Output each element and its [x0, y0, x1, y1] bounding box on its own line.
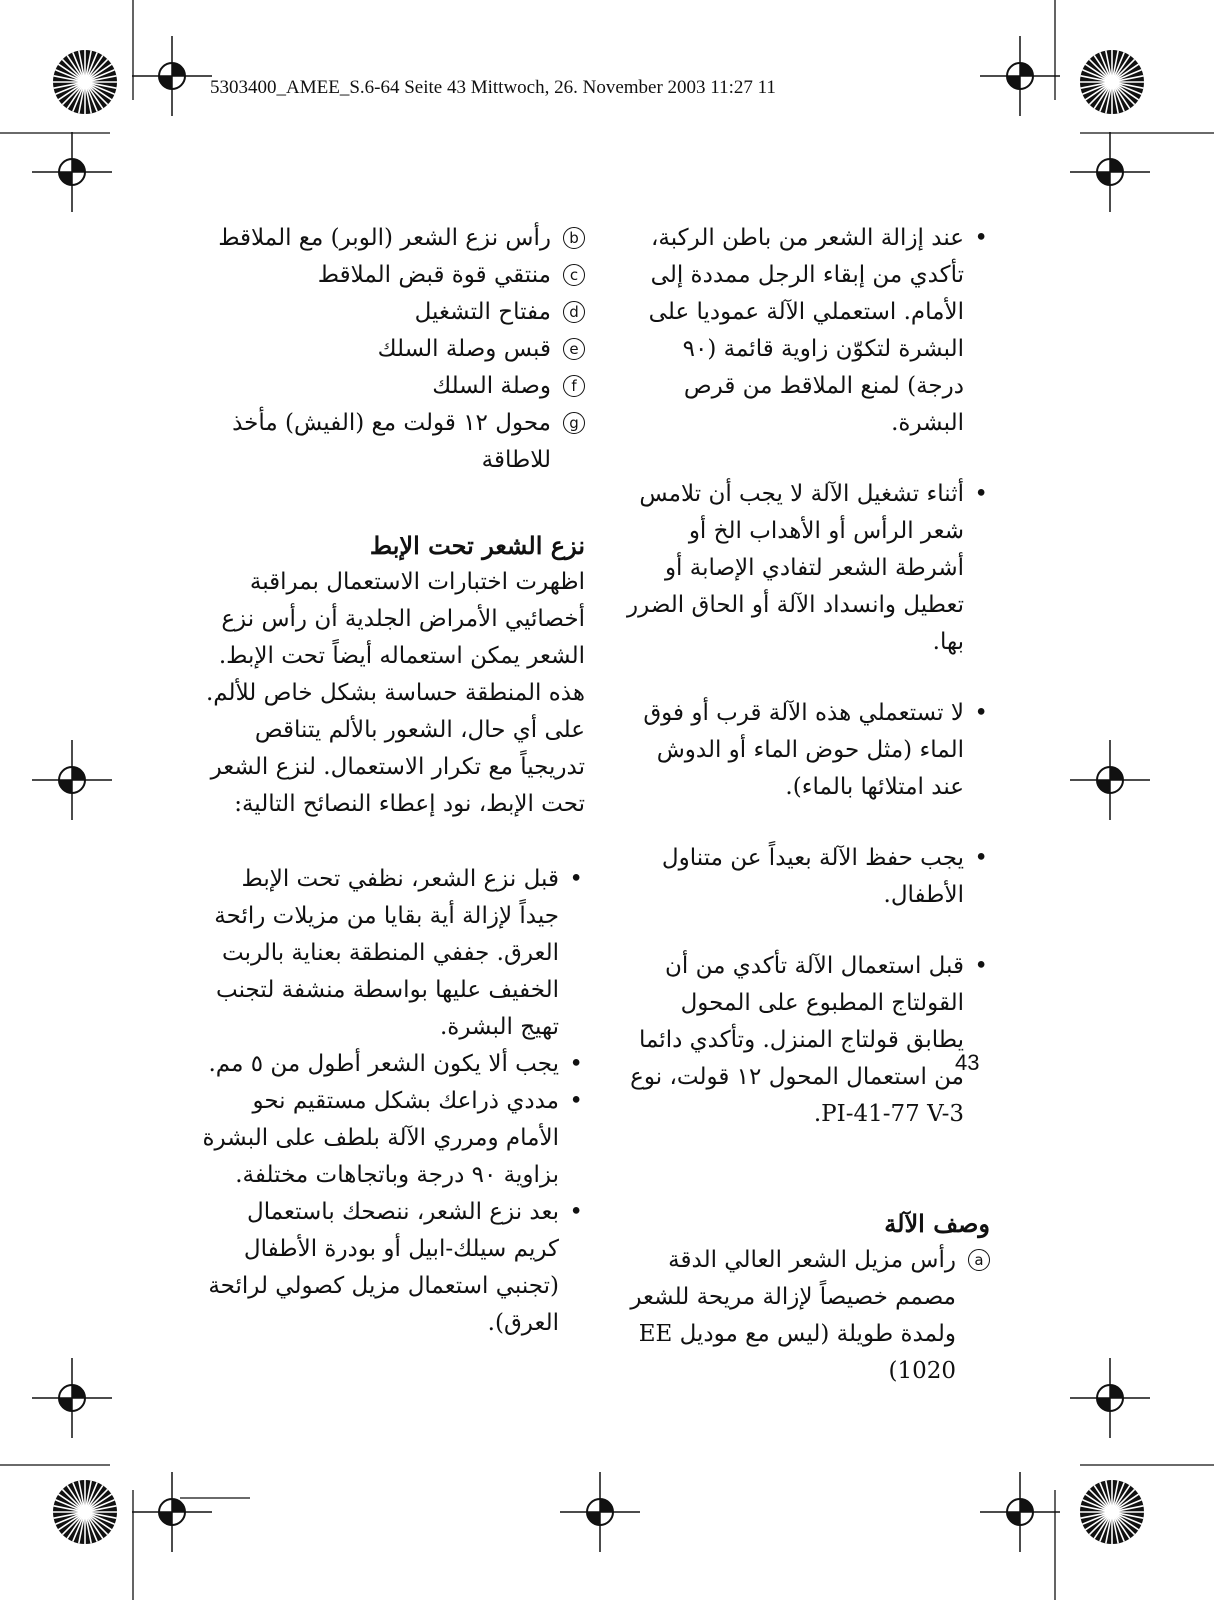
part-item-text: مفتاح التشغيل — [414, 299, 551, 325]
list-item: • عند إزالة الشعر من باطن الركبة، تأكدي من إبقاء الرجل ممددة إلى الأمام. استعملي الآلة عموديا على البشرة لتكوّن زاوية قائمة (٩٠ درجة) لمنع الملاقط من قرص البشرة. — [620, 220, 990, 442]
part-letter-badge: e — [563, 338, 585, 360]
part-item-f — [195, 368, 585, 405]
underarm-paragraph: اظهرت اختبارات الاستعمال بمراقبة أخصائيي الأمراض الجلدية أن رأس نزع الشعر يمكن استعماله أيضاً تحت الإبط. هذه المنطقة حساسة بشكل خاص للألم. على أي حال، الشعور بالألم يتناقص تدريجياً مع تكرار الاستعمال. لنزع الشعر تحت الإبط، نود إعطاء النصائح التالية: — [205, 569, 585, 817]
left-column — [195, 220, 585, 1342]
list-item: • أثناء تشغيل الآلة لا يجب أن تلامس شعر الرأس أو الأهداب الخ أو أشرطة الشعر لتفادي الإصابة أو تعطيل وانسداد الآلة أو الحاق الضرر بها. — [620, 476, 990, 661]
part-letter-badge: d — [563, 301, 585, 323]
part-item-text: وصلة السلك — [432, 373, 551, 399]
part-letter-badge: c — [563, 264, 585, 286]
print-header: 5303400_AMEE_S.6-64 Seite 43 Mittwoch, 26. November 2003 11:27 11 — [210, 77, 776, 98]
part-letter-badge: b — [563, 227, 585, 249]
page-number: 43 — [955, 1050, 980, 1075]
part-item-text: رأس مزيل الشعر العالي الدقة مصمم خصيصاً لإزالة مريحة للشعر ولمدة طويلة (ليس مع موديل EE 1020) — [630, 1247, 956, 1384]
list-item: • قبل نزع الشعر، نظفي تحت الإبط جيداً لإزالة أية بقايا من مزيلات رائحة العرق. جففي المنطقة بعناية بالربت الخفيف عليها بواسطة منشفة لتجنب تهيج البشرة. — [195, 861, 585, 1046]
part-item-text: منتقي قوة قبض الملاقط — [317, 262, 551, 288]
part-item-c — [195, 257, 585, 294]
section-heading-device-description: وصف الآلة — [884, 1209, 990, 1238]
section-heading-underarm: نزع الشعر تحت الإبط — [369, 531, 585, 560]
list-item: • مددي ذراعك بشكل مستقيم نحو الأمام ومرري الآلة بلطف على البشرة بزاوية ٩٠ درجة وباتجاهات مختلفة. — [195, 1083, 585, 1194]
part-letter-badge: g — [563, 412, 585, 434]
part-item-d — [195, 294, 585, 331]
part-item-text: قبس وصلة السلك — [377, 336, 551, 362]
list-item: • بعد نزع الشعر، ننصحك باستعمال كريم سيلك-ابيل أو بودرة الأطفال (تجنبي استعمال مزيل كصولي لرائحة العرق). — [195, 1194, 585, 1342]
part-item-text: رأس نزع الشعر (الوبر) مع الملاقط — [218, 225, 551, 251]
part-item-g — [195, 405, 585, 479]
right-column — [620, 220, 990, 1390]
part-letter-badge: f — [563, 375, 585, 397]
part-item-a — [620, 1242, 990, 1390]
list-item: • لا تستعملي هذه الآلة قرب أو فوق الماء (مثل حوض الماء أو الدوش عند امتلائها بالماء). — [620, 695, 990, 806]
list-item: • يجب حفظ الآلة بعيداً عن متناول الأطفال. — [620, 840, 990, 914]
part-item-text: محول ١٢ قولت مع (الفيش) مأخذ للاطاقة — [232, 410, 551, 473]
part-letter-badge: a — [968, 1249, 990, 1271]
list-item: • يجب ألا يكون الشعر أطول من ٥ مم. — [195, 1046, 585, 1083]
part-item-e — [195, 331, 585, 368]
part-item-b — [195, 220, 585, 257]
list-item: • قبل استعمال الآلة تأكدي من أن القولتاج المطبوع على المحول يطابق قولتاج المنزل. وتأكدي دائما من استعمال المحول ١٢ قولت، نوع PI-41-77 V-3. — [620, 948, 990, 1133]
